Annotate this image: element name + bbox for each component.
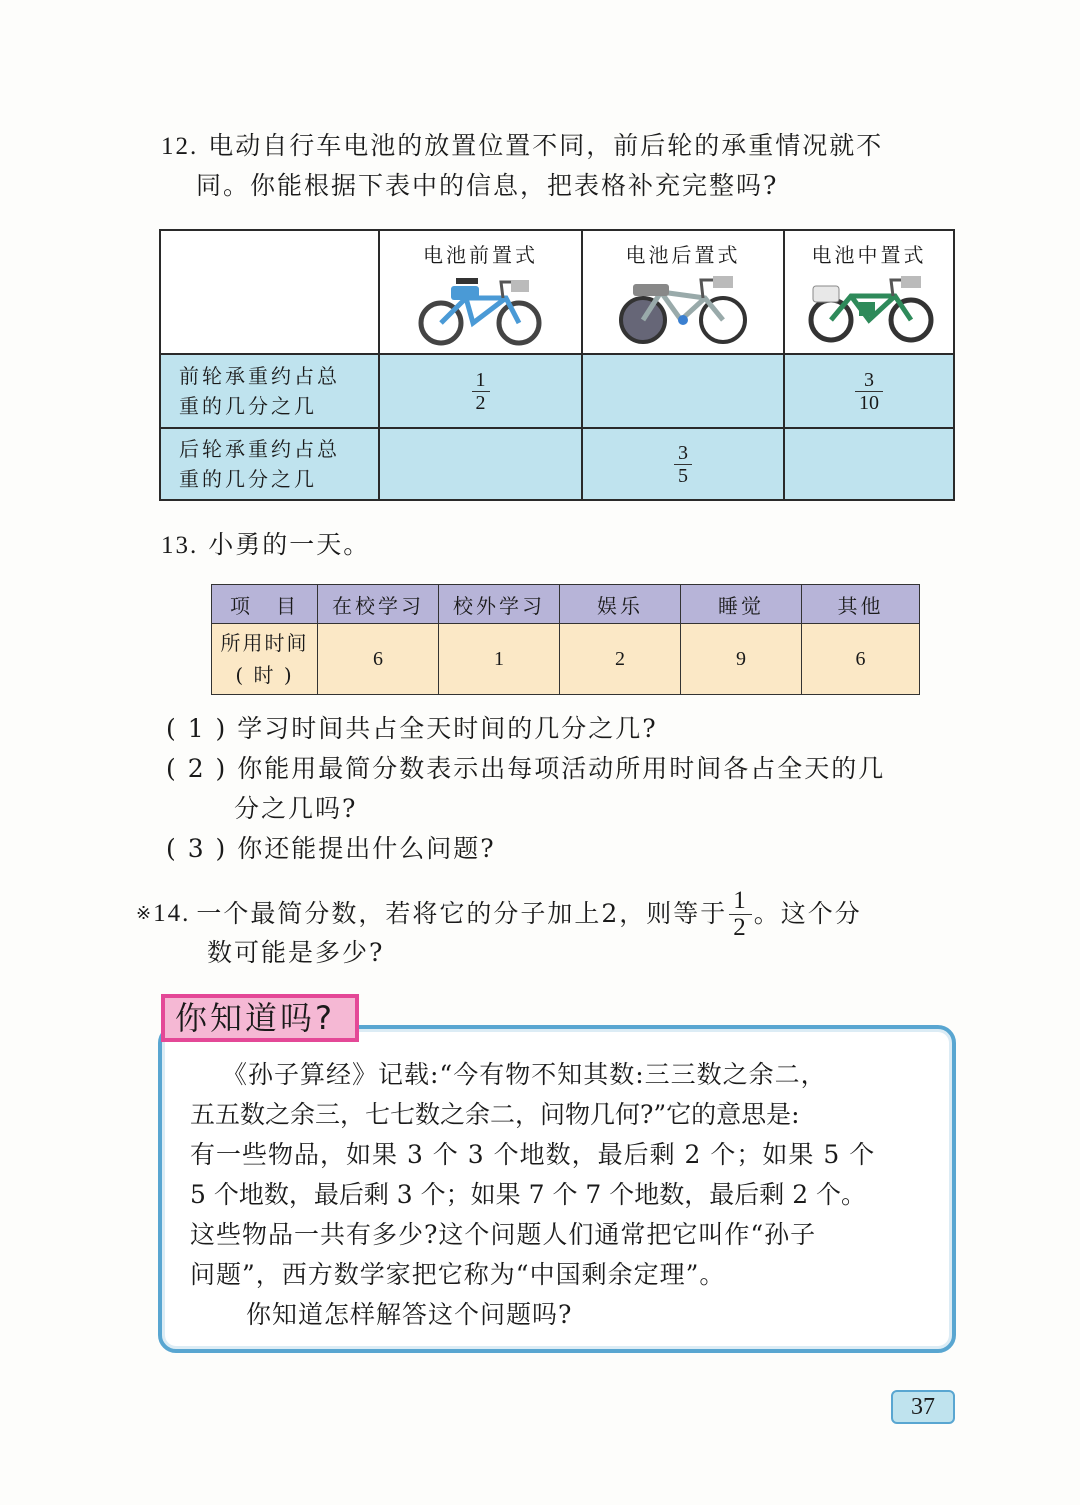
front-load-middle-battery [784,354,954,428]
q14-line1 [136,886,862,942]
col-rear-label: 电池后置式 [625,243,741,267]
q13-sub2-line1: ( 2 ) 你能用最简分数表示出每项活动所用时间各占全天的几 [166,754,886,783]
q13-title-line [161,530,370,561]
header-sleep: 睡觉 [681,585,802,624]
rear-load-middle-battery-blank[interactable] [784,428,954,500]
q12-line2: 同。你能根据下表中的信息，把表格补充完整吗? [196,171,779,200]
value-school-study: 6 [318,624,439,695]
fraction: $\frac{3}{5}$ [674,442,692,487]
q13-sub2-line2: 分之几吗? [234,794,358,823]
header-other: 其他 [802,585,920,624]
bicycle-rear-battery-icon [613,268,753,348]
q13-sub1: ( 1 ) 学习时间共占全天时间的几分之几? [166,714,658,743]
dyk-line-6: 问题”，西方数学家把它称为“中国剩余定理”。 [190,1260,726,1289]
value-entertainment: 2 [560,624,681,695]
bicycle-front-battery-icon [411,268,551,348]
col-front-label: 电池前置式 [423,243,538,267]
front-load-row [160,354,954,428]
row-label-time: 所用时间 ( 时 ) [212,624,318,695]
battery-table-corner [160,230,379,354]
header-item: 项 目 [212,585,318,624]
daily-time-values [212,624,920,695]
rear-load-front-battery-blank[interactable] [379,428,582,500]
q14-optional-mark: ※ [136,903,154,924]
dyk-line-1: 《孙子算经》记载:“今有物不知其数:三三数之余二， [222,1060,827,1089]
q12-line1 [161,131,883,162]
battery-table [159,229,955,501]
rear-load-rear-battery [582,428,784,500]
fraction: $\frac{1}{2}$ [472,369,490,414]
q13-title: 小勇的一天。 [208,530,371,559]
q13-sub3: ( 3 ) 你还能提出什么问题? [166,834,496,863]
fraction: $\frac{3}{10}$ [855,369,883,414]
q14-line2: 数可能是多少? [207,938,385,967]
q13-number: 13. [161,532,199,559]
col-rear-battery [582,230,784,354]
daily-time-header [212,585,920,624]
header-entertainment: 娱乐 [560,585,681,624]
header-school-study: 在校学习 [318,585,439,624]
q14-text-after: 。这个分 [753,899,862,928]
front-load-front-battery [379,354,582,428]
header-outside-study: 校外学习 [439,585,560,624]
value-sleep: 9 [681,624,802,695]
dyk-line-5: 这些物品一共有多少?这个问题人们通常把它叫作“孙子 [190,1220,817,1249]
dyk-line-4: 5 个地数，最后剩 3 个；如果 7 个 7 个地数，最后剩 2 个。 [190,1180,867,1209]
value-other: 6 [802,624,920,695]
col-front-battery [379,230,582,354]
col-middle-label: 电池中置式 [811,243,927,267]
dyk-line-2: 五五数之余三，七七数之余二，问物几何?”它的意思是: [190,1100,800,1129]
col-middle-battery [784,230,954,354]
did-you-know-tag: 你知道吗? [161,994,359,1042]
bicycle-middle-battery-icon [799,268,939,348]
dyk-line-3: 有一些物品，如果 3 个 3 个地数，最后剩 2 个；如果 5 个 [190,1140,876,1169]
rear-load-row [160,428,954,500]
value-outside-study: 1 [439,624,560,695]
dyk-line-7: 你知道怎样解答这个问题吗? [246,1300,573,1329]
q14-number: 14. [153,900,191,927]
rear-load-label: 后轮承重约占总 重的几分之几 [160,428,379,500]
page-number: 37 [891,1390,955,1424]
q14-text-before: 一个最简分数，若将它的分子加上2，则等于 [196,899,728,928]
q12-number: 12. [161,133,199,160]
q14-fraction: $\frac{1}{2}$ [729,888,752,941]
front-load-rear-battery-blank[interactable] [582,354,784,428]
daily-time-table [211,584,920,695]
q12-text-1: 电动自行车电池的放置位置不同，前后轮的承重情况就不 [208,131,884,160]
front-load-label: 前轮承重约占总 重的几分之几 [160,354,379,428]
